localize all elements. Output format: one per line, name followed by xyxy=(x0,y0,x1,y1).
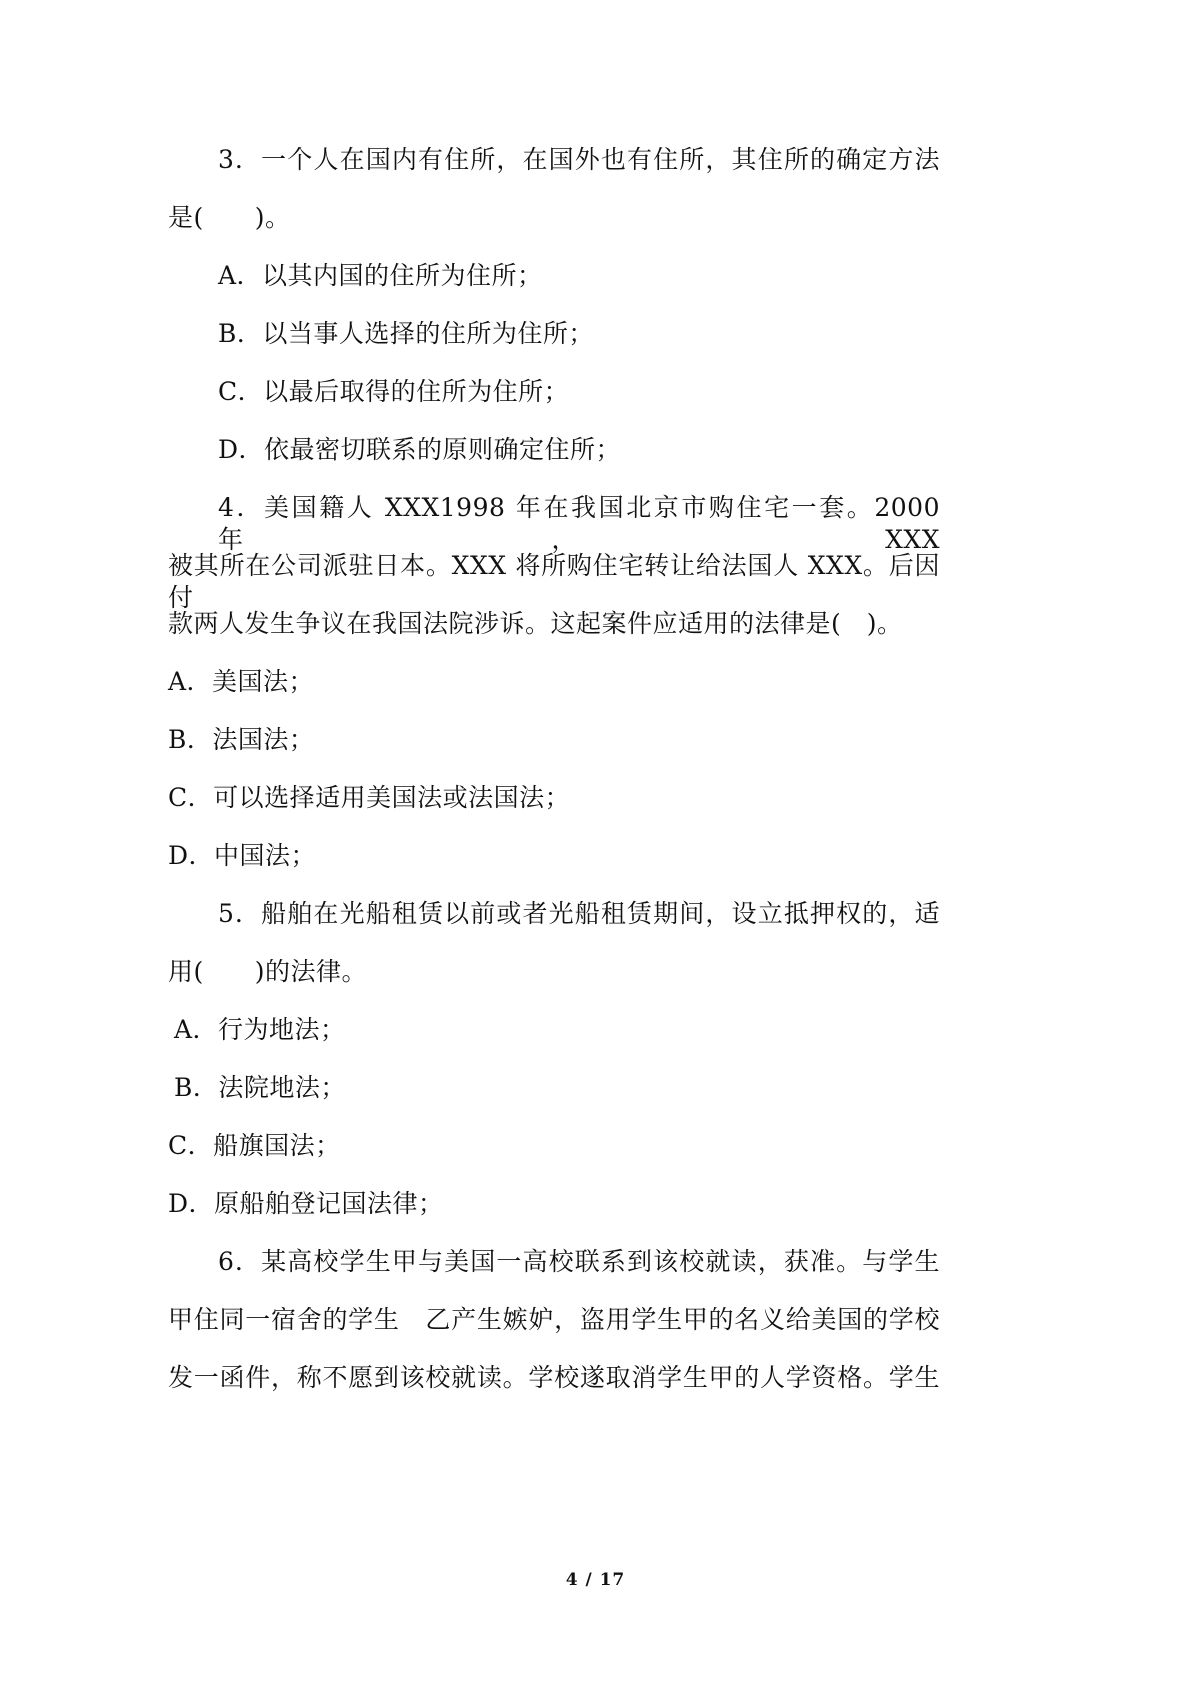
question-4-line-1: 4．美国籍人 XXX1998 年在我国北京市购住宅一套。2000 年，XXX xyxy=(218,493,940,554)
question-3-option-d: D．依最密切联系的原则确定住所； xyxy=(218,435,622,464)
question-6-line-1: 6．某高校学生甲与美国一高校联系到该校就读，获准。与学生 xyxy=(218,1247,940,1276)
question-3-line-1: 3．一个人在国内有住所，在国外也有住所，其住所的确定方法 xyxy=(218,145,940,174)
question-6-line-2: 甲住同一宿舍的学生 乙产生嫉妒，盗用学生甲的名义给美国的学校 xyxy=(168,1305,940,1334)
question-5-option-d: D．原船舶登记国法律； xyxy=(168,1189,444,1218)
question-5-line-2: 用( )的法律。 xyxy=(168,957,368,986)
question-4-line-3: 款两人发生争议在我国法院涉诉。这起案件应适用的法律是( )。 xyxy=(168,609,903,638)
question-3-line-2: 是( )。 xyxy=(168,203,291,232)
question-5-line-1: 5．船舶在光船租赁以前或者光船租赁期间，设立抵押权的，适 xyxy=(218,899,940,928)
question-3-option-a: A．以其内国的住所为住所； xyxy=(218,261,543,290)
question-5-option-b: B．法院地法； xyxy=(174,1073,346,1102)
question-5-option-a: A．行为地法； xyxy=(174,1015,346,1044)
question-4-option-c: C．可以选择适用美国法或法国法； xyxy=(168,783,571,812)
page-number: 4 / 17 xyxy=(565,1570,626,1590)
question-4-option-b: B．法国法； xyxy=(168,725,315,754)
question-3-option-b: B．以当事人选择的住所为住所； xyxy=(218,319,594,348)
question-4-option-a: A．美国法； xyxy=(168,667,315,696)
question-4-option-d: D．中国法； xyxy=(168,841,317,870)
question-5-option-c: C．船旗国法； xyxy=(168,1131,341,1160)
question-4-line-2: 被其所在公司派驻日本。XXX 将所购住宅转让给法国人 XXX。后因付 xyxy=(168,551,940,612)
question-6-line-3: 发一函件，称不愿到该校就读。学校遂取消学生甲的人学资格。学生 xyxy=(168,1363,940,1392)
question-3-option-c: C．以最后取得的住所为住所； xyxy=(218,377,570,406)
